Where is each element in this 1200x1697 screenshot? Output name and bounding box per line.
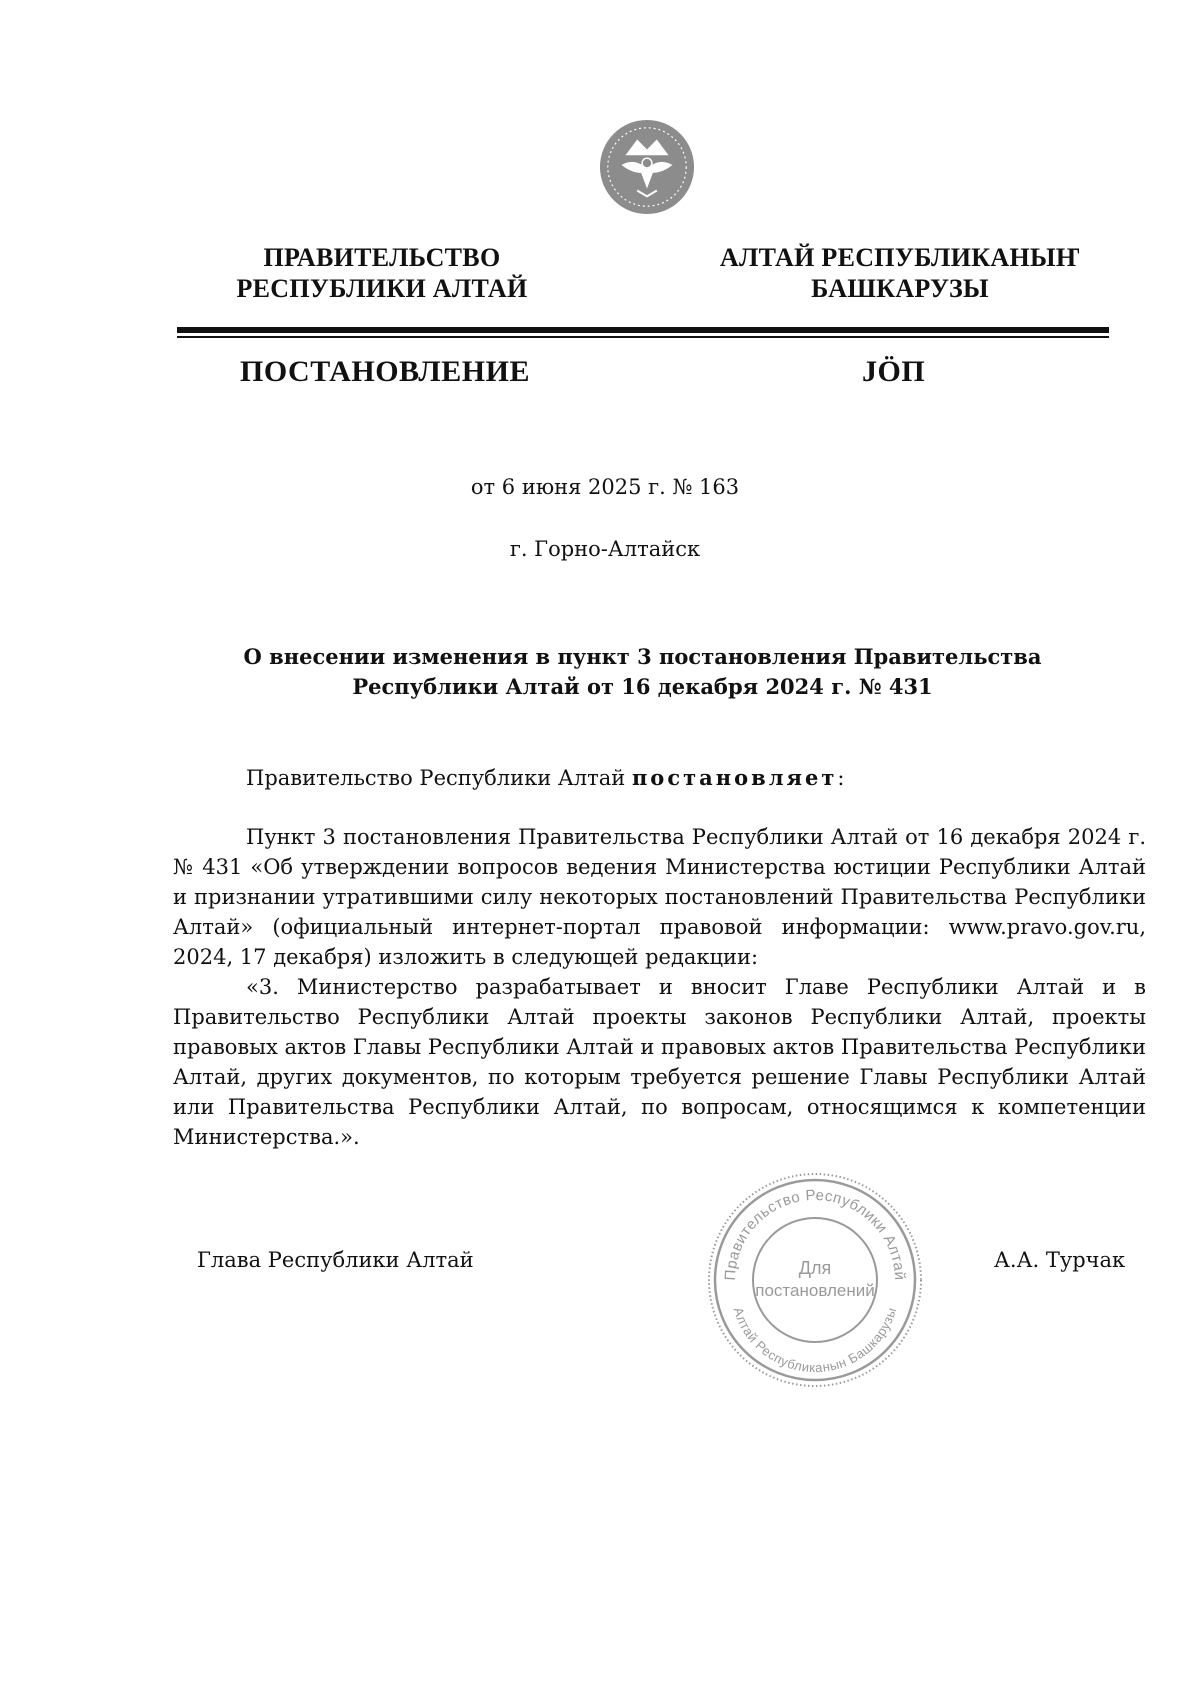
preamble-verb: постановляет [631, 765, 838, 790]
signatory-name: А.А. Турчак [994, 1248, 1126, 1272]
document-date-number: от 6 июня 2025 г. № 163 [470, 475, 740, 499]
preamble-text: Правительство Республики Алтай [246, 766, 632, 790]
body-paragraph-2: «3. Министерство разрабатывает и вносит Главе Республики Алтай и в Правительство Республики Алтай проекты законов Республики Алтай, проекты правовых актов Главы Республики Алтай и правовых актов Правительства Республики Алтай, других документов, по которым требуется решение Главы Республики Алтай или Правительства Республики Алтай, по вопросам, относящимся к компетенции Министерства.». [173, 975, 1147, 1149]
svg-text:Алтай Республиканын Башкарузы [731, 1305, 900, 1375]
stamp-ring-top-text: Правительство Республики Алтай [721, 1186, 909, 1281]
document-type-altai: JӦП [862, 355, 926, 388]
stamp-center-line-2: постановлений [755, 1281, 875, 1300]
document-title: О внесении изменения в пункт 3 постановления Правительства Республики Алтай от 16 декабря 2024 г. № 431 [243, 644, 1042, 699]
preamble-colon: : [837, 766, 845, 790]
stamp-center-line-1: Для [798, 1258, 832, 1278]
document-type-russian: ПОСТАНОВЛЕНИЕ [240, 355, 530, 388]
organization-name-altai: АЛТАЙ РЕСПУБЛИКАНЫҤ БАШКАРУЗЫ [719, 243, 1081, 303]
coat-of-arms-emblem [598, 118, 696, 216]
header-divider-thin [177, 336, 1109, 338]
body-paragraph-1: Пункт 3 постановления Правительства Республики Алтай от 16 декабря 2024 г. № 431 «Об утверждении вопросов ведения Министерства юстиции Республики Алтай и признании утратившими силу некоторых постановлений Правительства Республики Алтай» (официальный интернет-портал правовой информации: www.pravo.gov.ru, 2024, 17 декабря) изложить в следующей редакции: [173, 825, 1146, 969]
document-city: г. Горно-Алтайск [509, 537, 701, 561]
header-divider-thick [177, 327, 1109, 333]
stamp-ring-bottom-text: Алтай Республиканын Башкарузы [730, 1305, 900, 1376]
preamble-paragraph [173, 763, 1146, 793]
organization-name-russian: ПРАВИТЕЛЬСТВО РЕСПУБЛИКИ АЛТАЙ [236, 243, 528, 303]
signatory-title: Глава Республики Алтай [197, 1248, 474, 1272]
official-stamp [705, 1170, 925, 1390]
